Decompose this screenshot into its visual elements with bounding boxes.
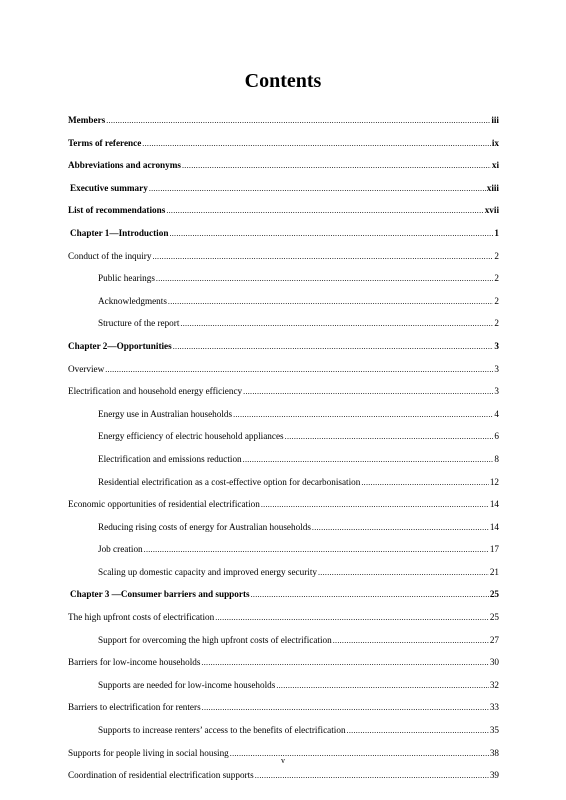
table-of-contents	[68, 115, 499, 793]
toc-entry-page: 2	[494, 273, 499, 284]
dot-leader	[201, 658, 488, 667]
toc-entry-title: Supports are needed for low-income households	[98, 679, 276, 690]
dot-leader	[255, 771, 489, 780]
toc-entry-page: 38	[489, 747, 499, 758]
toc-entry[interactable]	[68, 770, 499, 793]
dot-leader	[106, 116, 490, 125]
toc-entry[interactable]	[68, 183, 499, 206]
toc-entry[interactable]	[68, 205, 499, 228]
dot-leader	[251, 590, 489, 599]
toc-entry-title: Support for overcoming the high upfront costs of electrification	[98, 634, 332, 645]
toc-entry[interactable]	[68, 454, 499, 477]
toc-entry-title: Terms of reference	[68, 137, 142, 148]
toc-entry-title: Barriers for low-income households	[68, 657, 201, 668]
toc-entry[interactable]	[68, 138, 499, 161]
toc-entry[interactable]	[68, 635, 499, 658]
toc-entry[interactable]	[68, 296, 499, 319]
toc-entry[interactable]	[68, 115, 499, 138]
toc-entry-page: 39	[489, 770, 499, 781]
toc-entry-title: Chapter 3 —Consumer barriers and supports	[70, 589, 250, 600]
toc-entry[interactable]	[68, 318, 499, 341]
toc-entry[interactable]	[68, 522, 499, 545]
toc-entry[interactable]	[68, 725, 499, 748]
toc-entry-page: 27	[489, 634, 499, 645]
toc-entry[interactable]	[68, 386, 499, 409]
toc-entry[interactable]	[68, 431, 499, 454]
dot-leader	[142, 139, 491, 148]
toc-entry-title: Economic opportunities of residential electrification	[68, 499, 260, 510]
toc-entry-title: Supports for people living in social housing	[68, 747, 229, 758]
toc-entry[interactable]	[68, 160, 499, 183]
toc-entry-title: Chapter 2—Opportunities	[68, 340, 172, 351]
toc-entry-page: 17	[489, 544, 499, 555]
dot-leader	[144, 545, 489, 554]
dot-leader	[202, 703, 489, 712]
toc-entry-page: 3	[494, 363, 499, 374]
page-title: Contents	[244, 70, 322, 92]
toc-entry-title: Energy efficiency of electric household appliances	[98, 431, 284, 442]
toc-entry-title: Job creation	[98, 544, 143, 555]
toc-entry-title: Chapter 1—Introduction	[70, 227, 169, 238]
toc-entry-page: 2	[494, 250, 499, 261]
toc-entry-page: 32	[489, 679, 499, 690]
dot-leader	[166, 206, 483, 215]
toc-entry-page: iii	[491, 115, 499, 125]
toc-entry-title: Barriers to electrification for renters	[68, 702, 201, 713]
toc-entry-page: 6	[494, 431, 499, 442]
toc-entry-page: 12	[489, 476, 499, 487]
toc-entry-title: Conduct of the inquiry	[68, 250, 152, 261]
toc-entry-page: 4	[494, 408, 499, 419]
toc-entry-title: Coordination of residential electrification supports	[68, 770, 254, 781]
toc-entry[interactable]	[68, 612, 499, 635]
toc-entry[interactable]	[68, 251, 499, 274]
toc-entry-page: 25	[489, 589, 499, 600]
dot-leader	[312, 523, 489, 532]
toc-entry[interactable]	[68, 273, 499, 296]
toc-entry[interactable]	[68, 477, 499, 500]
toc-entry[interactable]	[68, 409, 499, 432]
toc-entry-title: Reducing rising costs of energy for Australian households	[98, 521, 311, 532]
dot-leader	[285, 432, 494, 441]
toc-entry[interactable]	[68, 702, 499, 725]
toc-entry-page: 14	[489, 521, 499, 532]
toc-entry-page: 25	[489, 612, 499, 623]
dot-leader	[333, 636, 489, 645]
toc-entry-page: 2	[494, 318, 499, 329]
toc-entry-page: 2	[494, 295, 499, 306]
toc-entry-title: Members	[68, 115, 106, 125]
toc-entry-page: 33	[489, 702, 499, 713]
dot-leader	[318, 568, 489, 577]
dot-leader	[347, 726, 489, 735]
dot-leader	[215, 613, 489, 622]
dot-leader	[152, 252, 493, 261]
toc-entry-page: ix	[491, 137, 499, 148]
toc-entry-title: Overview	[68, 363, 105, 374]
toc-entry[interactable]	[68, 228, 499, 251]
toc-entry-page: 3	[494, 386, 499, 397]
dot-leader	[243, 387, 493, 396]
toc-entry[interactable]	[68, 589, 499, 612]
dot-leader	[261, 500, 489, 509]
toc-entry-title: The high upfront costs of electrification	[68, 612, 215, 623]
toc-entry-page: 8	[494, 453, 499, 464]
dot-leader	[361, 478, 488, 487]
dot-leader	[173, 342, 494, 351]
toc-entry-page: 30	[489, 657, 499, 668]
toc-entry[interactable]	[68, 499, 499, 522]
toc-entry[interactable]	[68, 341, 499, 364]
dot-leader	[180, 319, 493, 328]
toc-entry[interactable]	[68, 364, 499, 387]
dot-leader	[169, 229, 493, 238]
toc-entry-title: Energy use in Australian households	[98, 408, 233, 419]
dot-leader	[233, 410, 493, 419]
footer-page-number: v	[281, 756, 285, 765]
toc-entry-page: xiii	[486, 182, 499, 193]
toc-entry[interactable]	[68, 657, 499, 680]
toc-entry-page: 21	[489, 566, 499, 577]
dot-leader	[168, 297, 494, 306]
toc-entry-page: xi	[491, 160, 499, 171]
toc-entry-title: Electrification and emissions reduction	[98, 453, 242, 464]
toc-entry-page: 14	[489, 499, 499, 510]
toc-entry-title: Executive summary	[70, 182, 148, 193]
toc-entry-page: xvii	[484, 205, 499, 216]
toc-entry-title: Structure of the report	[98, 318, 180, 329]
dot-leader	[243, 455, 494, 464]
toc-entry[interactable]	[68, 680, 499, 703]
dot-leader	[276, 681, 488, 690]
toc-entry-title: Residential electrification as a cost-effective option for decarbonisation	[98, 476, 361, 487]
toc-entry-title: Acknowledgments	[98, 295, 167, 306]
dot-leader	[105, 365, 493, 374]
toc-entry-title: Scaling up domestic capacity and improved energy security	[98, 566, 317, 577]
toc-entry-title: Electrification and household energy efficiency	[68, 386, 243, 397]
dot-leader	[156, 274, 494, 283]
toc-entry-page: 1	[494, 227, 499, 238]
toc-entry-title: Public hearings	[98, 273, 155, 284]
toc-entry-page: 35	[489, 725, 499, 736]
toc-entry-title: Supports to increase renters’ access to the benefits of electrification	[98, 725, 346, 736]
toc-entry-title: Abbreviations and acronyms	[68, 160, 181, 171]
toc-entry-title: List of recommendations	[68, 205, 166, 216]
toc-entry[interactable]	[68, 567, 499, 590]
dot-leader	[149, 184, 486, 193]
toc-entry-page: 3	[494, 340, 499, 351]
toc-entry[interactable]	[68, 544, 499, 567]
dot-leader	[182, 161, 491, 170]
